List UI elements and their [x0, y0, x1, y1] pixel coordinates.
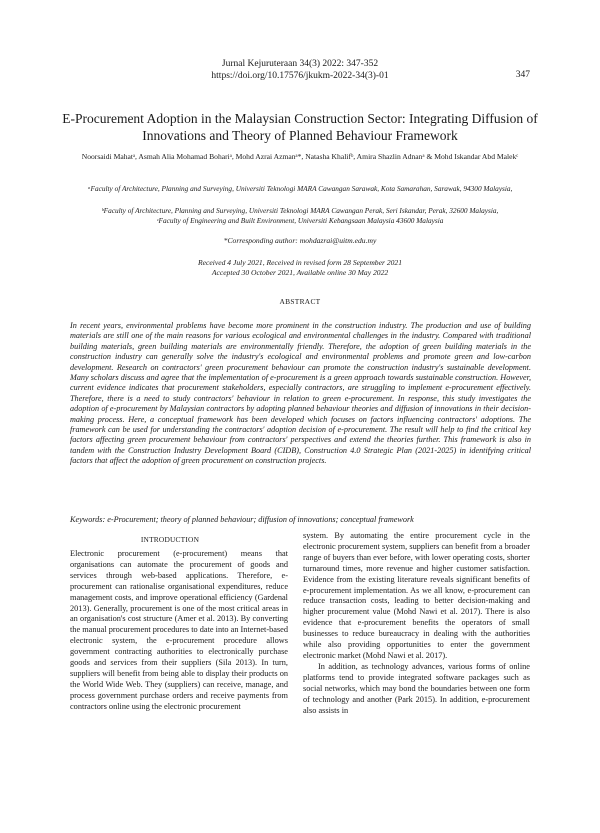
- intro-paragraph-1: Electronic procurement (e-procurement) means that organisations can automate the procurement of goods and services through web-based applications. Therefore, e-procurement can rationalise organisational expenditures, reduce management costs, and improve operational efficiency (Gardenal 2013). Generally, procurement is one of the most critical areas in an organisation's cost structure (Amer et al. 2013). By converting the manual procurement procedures to date into an Internet-based electronic system, the e-procurement procedure allows government contracting authorities to electronically purchase goods and services from their suppliers (Sila 2013). In turn, suppliers will benefit from being able to display their products on the World Wide Web. They (suppliers) can receive, manage, and process government purchase orders and receive payments from contractors online using the electronic procurement: [70, 549, 288, 711]
- introduction-heading: INTRODUCTION: [140, 535, 200, 544]
- paper-title: E-Procurement Adoption in the Malaysian Construction Sector: Integrating Diffusion of Innovations and Theory of Planned Behaviour Framework: [62, 111, 538, 143]
- received-date: Received 4 July 2021, Received in revised form 28 September 2021: [197, 258, 403, 267]
- right-column: [303, 531, 530, 716]
- abstract-heading: ABSTRACT: [279, 297, 321, 306]
- keywords: Keywords: e-Procurement; theory of planned behaviour; diffusion of innovations; conceptual framework: [70, 515, 414, 524]
- affiliation-c: ᶜFaculty of Engineering and Built Environment, Universiti Kebangsaan Malaysia 43600 Malaysia: [156, 216, 444, 225]
- page-number: 347: [515, 70, 530, 80]
- author-list: Noorsaidi Mahatᵃ, Asmah Alia Mohamad Bohariᵃ, Mohd Azrai Azmanᵃ*, Natasha Khalifᵇ, Amira Shazlin Adnanᵃ & Mohd Iskandar Abd Malekᶜ: [81, 152, 519, 161]
- doi-link[interactable]: https://doi.org/10.17576/jkukm-2022-34(3)-01: [211, 71, 389, 81]
- journal-citation: Jurnal Kejuruteraan 34(3) 2022: 347-352: [221, 59, 379, 69]
- accepted-date: Accepted 30 October 2021, Available online 30 May 2022: [211, 268, 389, 277]
- intro-paragraph-3: In addition, as technology advances, various forms of online platforms tend to provide integrated software packages such as social networks, which may bond the boundaries between one form of technology and another (Park 2015). In addition, e-procurement also assists in: [303, 661, 530, 715]
- intro-paragraph-2: system. By automating the entire procurement cycle in the electronic procurement system, suppliers can benefit from a broader range of buyers than ever before, with lower operating costs, shorter turnaround times, more revenue and higher customer satisfaction. Evidence from the existing literature reveals significant benefits of e-procurement implementation. As we all know, e-procurement can reduce transaction costs, leading to better decision-making and higher procurement value (Mohd Nawi et al. 2017). There is also evidence that e-procurement benefits the operators of small businesses to reduce bureaucracy in dealing with the authorities while also providing opportunities to enter the government electronic market (Mohd Nawi et al. 2017).: [303, 531, 530, 660]
- corresponding-author: *Corresponding author: mohdazrai@uitm.edu.my: [223, 236, 377, 245]
- affiliation-b: ᵇFaculty of Architecture, Planning and Surveying, Universiti Teknologi MARA Cawangan Perak, Seri Iskandar, Perak, 32600 Malaysia,: [101, 206, 499, 215]
- affiliation-a: ᵃFaculty of Architecture, Planning and Surveying, Universiti Teknologi MARA Cawangan Sarawak, Kota Samarahan, Sarawak, 94300 Malaysia,: [87, 184, 513, 193]
- left-column: [70, 549, 288, 713]
- abstract-text: In recent years, environmental problems have become more prominent in the construction industry. The production and use of building materials are still one of the main reasons for various ecological and environmental challenges in the industry. Compared with traditional building materials, green building materials are environmentally friendly. Therefore, the adoption of green building materials in the construction industry can generally solve the industry's ecological and environmental problems and promote green and low-carbon development. Research on contractors' green procurement behaviour can promote the construction industry's sustainable development. Many scholars discuss and agree that the implementation of e-procurement is a green approach towards sustainable construction. However, current evidence indicates that procurement stakeholders, especially contractors, are struggling to implement e-procurement effectively. Therefore, there is a need to study contractors' behaviour in relation to green e-procurement. In response, this study investigates the adoption of e-procurement by Malaysian contractors by adopting planned behaviour theories and diffusion of innovations in their decision-making process. Here, a conceptual framework has been developed which focuses on factors influencing contractors' adoptions. The framework can be used for understanding the contractors' adoption decision of e-procurement. The result will help to find the critical key factors affecting green procurement behaviour from contractors' perspectives and extend the theories further. This framework is also in tandem with the Construction Industry Development Board (CIDB), Construction 4.0 Strategic Plan (2021-2025) in identifying critical factors that affect the adoption of green procurement on construction projects.: [70, 321, 531, 466]
